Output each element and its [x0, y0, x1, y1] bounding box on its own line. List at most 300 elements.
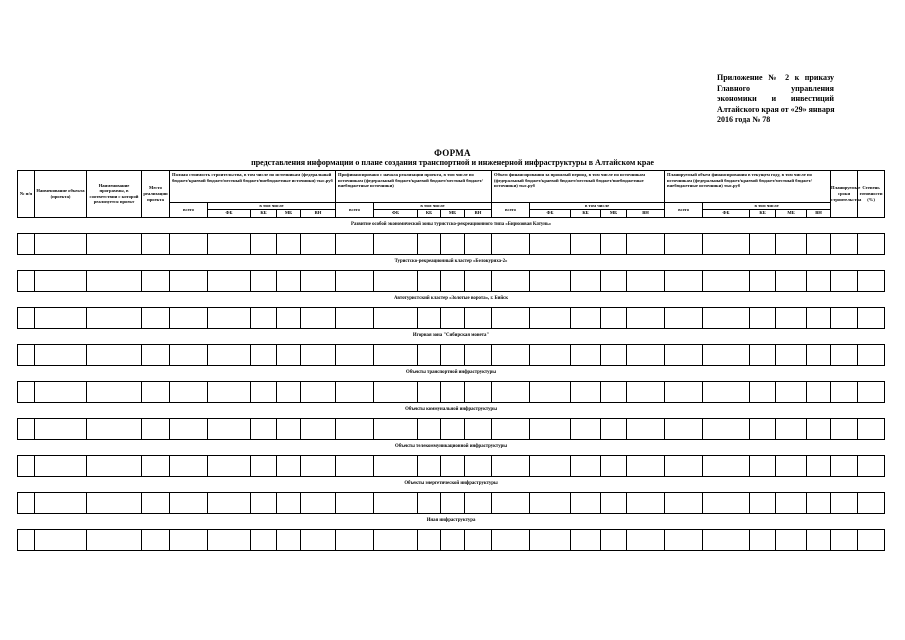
table-cell[interactable]: [441, 529, 465, 550]
table-cell[interactable]: [208, 418, 251, 439]
table-cell[interactable]: [571, 418, 601, 439]
header-completion-year: Планируемые сроки строительства: [831, 171, 858, 218]
table-cell[interactable]: [374, 492, 418, 513]
header-budget-source: МБ: [776, 209, 807, 217]
section-row: [18, 328, 885, 344]
table-cell[interactable]: [776, 492, 807, 513]
header-readiness: Степень готовности (%): [858, 171, 885, 218]
table-cell[interactable]: [665, 307, 703, 328]
table-cell[interactable]: [441, 307, 465, 328]
table-cell[interactable]: [18, 492, 35, 513]
table-cell[interactable]: [336, 492, 374, 513]
table-cell[interactable]: [807, 381, 831, 402]
table-cell[interactable]: [35, 233, 87, 254]
appendix-line: 2016 года № 78: [717, 115, 771, 124]
table-cell[interactable]: [277, 381, 301, 402]
header-budget-source: МБ: [601, 209, 627, 217]
table-cell[interactable]: [807, 492, 831, 513]
table-cell[interactable]: [374, 233, 418, 254]
table-cell[interactable]: [208, 307, 251, 328]
table-cell[interactable]: [18, 233, 35, 254]
table-cell[interactable]: [170, 455, 208, 476]
table-cell[interactable]: [170, 418, 208, 439]
table-cell[interactable]: [441, 455, 465, 476]
header-including: в том числе: [208, 203, 336, 210]
table-cell[interactable]: [492, 529, 530, 550]
table-cell[interactable]: [627, 270, 665, 291]
table-cell[interactable]: [750, 418, 776, 439]
table-cell[interactable]: [18, 270, 35, 291]
header-total: всего: [170, 203, 208, 218]
table-cell[interactable]: [831, 492, 858, 513]
header-budget-source: ВН: [465, 209, 492, 217]
table-cell[interactable]: [142, 529, 170, 550]
header-budget-source: ФБ: [703, 209, 750, 217]
table-cell[interactable]: [277, 492, 301, 513]
table-cell[interactable]: [750, 270, 776, 291]
header-object-name: Наименование объекта (проекта): [35, 171, 87, 218]
table-cell[interactable]: [750, 529, 776, 550]
table-cell[interactable]: [441, 418, 465, 439]
table-cell[interactable]: [142, 492, 170, 513]
table-cell[interactable]: [336, 344, 374, 365]
section-row: [18, 254, 885, 270]
table-cell[interactable]: [807, 529, 831, 550]
table-cell[interactable]: [776, 233, 807, 254]
table-cell[interactable]: [665, 381, 703, 402]
table-cell[interactable]: [530, 233, 571, 254]
table-cell[interactable]: [831, 233, 858, 254]
table-cell[interactable]: [492, 233, 530, 254]
section-title: Игорная зона "Сибирская монета": [18, 328, 885, 344]
table-cell[interactable]: [858, 492, 885, 513]
table-cell[interactable]: [418, 344, 441, 365]
table-row: [18, 307, 885, 328]
table-cell[interactable]: [35, 529, 87, 550]
table-cell[interactable]: [627, 344, 665, 365]
table-cell[interactable]: [87, 381, 142, 402]
table-cell[interactable]: [530, 307, 571, 328]
table-cell[interactable]: [571, 344, 601, 365]
table-cell[interactable]: [336, 270, 374, 291]
table-cell[interactable]: [87, 344, 142, 365]
table-cell[interactable]: [142, 455, 170, 476]
table-cell[interactable]: [665, 270, 703, 291]
table-cell[interactable]: [665, 492, 703, 513]
table-cell[interactable]: [858, 233, 885, 254]
table-cell[interactable]: [18, 307, 35, 328]
table-cell[interactable]: [441, 492, 465, 513]
table-cell[interactable]: [750, 455, 776, 476]
table-cell[interactable]: [703, 529, 750, 550]
table-cell[interactable]: [492, 307, 530, 328]
table-cell[interactable]: [703, 344, 750, 365]
section-row: [18, 476, 885, 492]
table-cell[interactable]: [251, 381, 277, 402]
table-cell[interactable]: [601, 418, 627, 439]
appendix-line: Главного управления: [717, 83, 834, 93]
header-including: в том числе: [374, 203, 492, 210]
table-cell[interactable]: [750, 381, 776, 402]
table-cell[interactable]: [208, 492, 251, 513]
table-cell[interactable]: [776, 455, 807, 476]
table-cell[interactable]: [142, 270, 170, 291]
table-cell[interactable]: [374, 418, 418, 439]
table-cell[interactable]: [441, 381, 465, 402]
table-cell[interactable]: [301, 233, 336, 254]
table-cell[interactable]: [277, 455, 301, 476]
table-cell[interactable]: [703, 233, 750, 254]
table-cell[interactable]: [418, 418, 441, 439]
table-cell[interactable]: [530, 418, 571, 439]
section-row: [18, 217, 885, 233]
table-cell[interactable]: [170, 307, 208, 328]
table-cell[interactable]: [336, 307, 374, 328]
table-cell[interactable]: [336, 233, 374, 254]
table-cell[interactable]: [18, 455, 35, 476]
table-cell[interactable]: [703, 492, 750, 513]
table-row: [18, 418, 885, 439]
table-cell[interactable]: [571, 492, 601, 513]
section-row: [18, 291, 885, 307]
table-cell[interactable]: [530, 381, 571, 402]
table-cell[interactable]: [750, 233, 776, 254]
table-cell[interactable]: [374, 529, 418, 550]
table-cell[interactable]: [170, 233, 208, 254]
header-including: в том числе: [703, 203, 831, 210]
table-cell[interactable]: [601, 529, 627, 550]
header-past-period: Объем финансирования за прошлый период, в том числе по источникам (федеральный бюджет/краевой бюджет/местный бюджет/внебюджетные источники) тыс.руб: [492, 171, 665, 203]
table-cell[interactable]: [277, 418, 301, 439]
table-cell[interactable]: [831, 418, 858, 439]
header-budget-source: КБ: [251, 209, 277, 217]
table-cell[interactable]: [374, 344, 418, 365]
table-cell[interactable]: [858, 270, 885, 291]
table-cell[interactable]: [571, 381, 601, 402]
table-cell[interactable]: [301, 455, 336, 476]
table-cell[interactable]: [301, 529, 336, 550]
table-cell[interactable]: [858, 307, 885, 328]
table-cell[interactable]: [858, 344, 885, 365]
appendix-line: Алтайского края от «29» января: [717, 104, 835, 114]
section-title: Туристско-рекреационный кластер «Белокуриха-2»: [18, 254, 885, 270]
table-cell[interactable]: [208, 455, 251, 476]
section-row: [18, 439, 885, 455]
table-cell[interactable]: [831, 307, 858, 328]
table-cell[interactable]: [627, 455, 665, 476]
report-table: [17, 170, 885, 551]
table-cell[interactable]: [142, 344, 170, 365]
table-cell[interactable]: [142, 307, 170, 328]
table-cell[interactable]: [441, 344, 465, 365]
table-cell[interactable]: [170, 529, 208, 550]
table-cell[interactable]: [858, 418, 885, 439]
table-cell[interactable]: [251, 418, 277, 439]
table-cell[interactable]: [35, 418, 87, 439]
header-budget-source: ВН: [627, 209, 665, 217]
header-budget-source: КБ: [571, 209, 601, 217]
table-cell[interactable]: [703, 418, 750, 439]
table-cell[interactable]: [627, 233, 665, 254]
table-cell[interactable]: [571, 270, 601, 291]
table-row: [18, 233, 885, 254]
table-row: [18, 492, 885, 513]
table-cell[interactable]: [465, 418, 492, 439]
table-cell[interactable]: [18, 344, 35, 365]
table-cell[interactable]: [750, 492, 776, 513]
table-cell[interactable]: [627, 381, 665, 402]
table-cell[interactable]: [665, 455, 703, 476]
table-cell[interactable]: [35, 492, 87, 513]
table-cell[interactable]: [465, 344, 492, 365]
header-budget-source: ФБ: [530, 209, 571, 217]
table-cell[interactable]: [208, 344, 251, 365]
table-cell[interactable]: [87, 307, 142, 328]
table-cell[interactable]: [807, 455, 831, 476]
appendix-line: Приложение № 2 к приказу: [717, 73, 834, 82]
table-cell[interactable]: [776, 418, 807, 439]
table-cell[interactable]: [336, 418, 374, 439]
section-title: Объекты телекоммуникационной инфраструктуры: [18, 439, 885, 455]
table-cell[interactable]: [776, 344, 807, 365]
table-cell[interactable]: [277, 233, 301, 254]
table-cell[interactable]: [208, 233, 251, 254]
table-cell[interactable]: [208, 529, 251, 550]
table-cell[interactable]: [858, 529, 885, 550]
table-cell[interactable]: [374, 455, 418, 476]
table-cell[interactable]: [251, 307, 277, 328]
table-cell[interactable]: [703, 381, 750, 402]
table-cell[interactable]: [530, 344, 571, 365]
table-cell[interactable]: [571, 307, 601, 328]
table-cell[interactable]: [301, 492, 336, 513]
table-cell[interactable]: [665, 344, 703, 365]
header-total: всего: [336, 203, 374, 218]
table-cell[interactable]: [336, 455, 374, 476]
table-cell[interactable]: [251, 492, 277, 513]
table-cell[interactable]: [601, 270, 627, 291]
table-cell[interactable]: [170, 381, 208, 402]
table-cell[interactable]: [601, 381, 627, 402]
table-cell[interactable]: [750, 307, 776, 328]
table-cell[interactable]: [251, 344, 277, 365]
section-row: [18, 513, 885, 529]
table-cell[interactable]: [627, 529, 665, 550]
table-cell[interactable]: [142, 233, 170, 254]
table-cell[interactable]: [776, 529, 807, 550]
table-cell[interactable]: [87, 455, 142, 476]
table-cell[interactable]: [142, 381, 170, 402]
table-cell[interactable]: [35, 344, 87, 365]
header-total: всего: [665, 203, 703, 218]
table-cell[interactable]: [35, 381, 87, 402]
table-cell[interactable]: [441, 270, 465, 291]
table-cell[interactable]: [776, 270, 807, 291]
header-total-cost: Полная стоимость строительства, в том числе по источникам (федеральный бюджет/краевой бюджет/местный бюджет/внебюджетные источники) тыс.руб: [170, 171, 336, 203]
table-cell[interactable]: [208, 270, 251, 291]
table-cell[interactable]: [530, 270, 571, 291]
table-cell[interactable]: [465, 455, 492, 476]
table-cell[interactable]: [418, 307, 441, 328]
table-cell[interactable]: [301, 270, 336, 291]
table-cell[interactable]: [807, 233, 831, 254]
table-cell[interactable]: [87, 233, 142, 254]
table-cell[interactable]: [665, 418, 703, 439]
table-row: [18, 270, 885, 291]
section-title: Иная инфраструктура: [18, 513, 885, 529]
table-cell[interactable]: [831, 455, 858, 476]
table-cell[interactable]: [807, 418, 831, 439]
table-cell[interactable]: [703, 455, 750, 476]
table-cell[interactable]: [492, 381, 530, 402]
table-cell[interactable]: [807, 270, 831, 291]
table-cell[interactable]: [301, 344, 336, 365]
table-cell[interactable]: [601, 492, 627, 513]
table-cell[interactable]: [336, 529, 374, 550]
header-including: в том числе: [530, 203, 665, 210]
table-cell[interactable]: [492, 455, 530, 476]
header-budget-source: КБ: [750, 209, 776, 217]
table-cell[interactable]: [492, 492, 530, 513]
table-cell[interactable]: [374, 307, 418, 328]
table-row: [18, 529, 885, 550]
header-budget-source: ВН: [807, 209, 831, 217]
table-cell[interactable]: [665, 233, 703, 254]
header-budget-source: КБ: [418, 209, 441, 217]
table-cell[interactable]: [374, 381, 418, 402]
table-cell[interactable]: [87, 492, 142, 513]
header-num: № п/п: [18, 171, 35, 218]
table-cell[interactable]: [601, 307, 627, 328]
header-program: Наименование программы, в соответствии с которой реализуется проект: [87, 171, 142, 218]
table-cell[interactable]: [627, 307, 665, 328]
table-cell[interactable]: [87, 529, 142, 550]
table-cell[interactable]: [703, 270, 750, 291]
header-prior-financing: Профинансировано с начала реализации проекта, в том числе по источникам (федеральный бюджет/краевой бюджет/местный бюджет/внебюджетные источники): [336, 171, 492, 203]
table-cell[interactable]: [465, 270, 492, 291]
table-cell[interactable]: [35, 455, 87, 476]
section-title: Автотуристский кластер «Золотые ворота», г. Бийск: [18, 291, 885, 307]
table-cell[interactable]: [601, 455, 627, 476]
header-budget-source: ФБ: [374, 209, 418, 217]
table-cell[interactable]: [170, 492, 208, 513]
table-cell[interactable]: [251, 529, 277, 550]
table-cell[interactable]: [251, 233, 277, 254]
table-cell[interactable]: [301, 418, 336, 439]
table-cell[interactable]: [530, 492, 571, 513]
table-cell[interactable]: [492, 270, 530, 291]
table-cell[interactable]: [858, 381, 885, 402]
table-cell[interactable]: [627, 492, 665, 513]
table-cell[interactable]: [277, 270, 301, 291]
table-cell[interactable]: [571, 455, 601, 476]
section-title: Объекты транспортной инфраструктуры: [18, 365, 885, 381]
appendix-line: экономики и инвестиций: [717, 94, 834, 103]
table-cell[interactable]: [87, 270, 142, 291]
section-title: Объекты энергетической инфраструктуры: [18, 476, 885, 492]
table-cell[interactable]: [208, 381, 251, 402]
table-cell[interactable]: [465, 529, 492, 550]
table-cell[interactable]: [831, 529, 858, 550]
table-row: [18, 381, 885, 402]
table-cell[interactable]: [18, 529, 35, 550]
table-cell[interactable]: [418, 270, 441, 291]
table-cell[interactable]: [251, 455, 277, 476]
table-cell[interactable]: [418, 455, 441, 476]
table-cell[interactable]: [35, 307, 87, 328]
table-cell[interactable]: [18, 418, 35, 439]
section-row: [18, 365, 885, 381]
table-cell[interactable]: [807, 344, 831, 365]
table-cell[interactable]: [601, 233, 627, 254]
header-current-year: Планируемый объем финансирования в текущем году, в том числе по источникам (федеральный бюджет/краевой бюджет/местный бюджет/внебюджетные источники) тыс.руб: [665, 171, 831, 203]
table-cell[interactable]: [776, 307, 807, 328]
header-budget-source: МБ: [277, 209, 301, 217]
table-cell[interactable]: [418, 492, 441, 513]
table-cell[interactable]: [251, 270, 277, 291]
header-budget-source: МБ: [441, 209, 465, 217]
table-cell[interactable]: [703, 307, 750, 328]
table-cell[interactable]: [441, 233, 465, 254]
table-cell[interactable]: [530, 529, 571, 550]
table-cell[interactable]: [277, 529, 301, 550]
table-cell[interactable]: [627, 418, 665, 439]
table-cell[interactable]: [465, 492, 492, 513]
table-cell[interactable]: [336, 381, 374, 402]
table-cell[interactable]: [807, 307, 831, 328]
table-row: [18, 455, 885, 476]
table-cell[interactable]: [277, 344, 301, 365]
section-title: Объекты коммунальной инфраструктуры: [18, 402, 885, 418]
table-cell[interactable]: [465, 233, 492, 254]
table-cell[interactable]: [418, 233, 441, 254]
form-title: ФОРМА: [434, 148, 471, 158]
table-cell[interactable]: [142, 418, 170, 439]
table-cell[interactable]: [601, 344, 627, 365]
table-cell[interactable]: [374, 270, 418, 291]
header-total: всего: [492, 203, 530, 218]
table-cell[interactable]: [87, 418, 142, 439]
table-cell[interactable]: [831, 381, 858, 402]
table-cell[interactable]: [776, 381, 807, 402]
table-cell[interactable]: [170, 344, 208, 365]
table-cell[interactable]: [170, 270, 208, 291]
table-cell[interactable]: [831, 270, 858, 291]
table-cell[interactable]: [301, 307, 336, 328]
table-cell[interactable]: [418, 381, 441, 402]
table-cell[interactable]: [301, 381, 336, 402]
table-cell[interactable]: [831, 344, 858, 365]
table-cell[interactable]: [858, 455, 885, 476]
table-cell[interactable]: [18, 381, 35, 402]
table-cell[interactable]: [418, 529, 441, 550]
table-cell[interactable]: [492, 418, 530, 439]
table-cell[interactable]: [750, 344, 776, 365]
table-cell[interactable]: [571, 529, 601, 550]
header-place: Место реализации проекта: [142, 171, 170, 218]
section-title: Развитие особой экономической зоны туристско-рекреационного типа «Бирюзовая Катунь»: [18, 217, 885, 233]
table-cell[interactable]: [492, 344, 530, 365]
table-cell[interactable]: [571, 233, 601, 254]
table-cell[interactable]: [277, 307, 301, 328]
table-cell[interactable]: [465, 307, 492, 328]
table-cell[interactable]: [465, 381, 492, 402]
table-cell[interactable]: [665, 529, 703, 550]
header-budget-source: ФБ: [208, 209, 251, 217]
table-cell[interactable]: [530, 455, 571, 476]
form-subtitle: представления информации о плане создания транспортной и инженерной инфраструктуры в Алтайском крае: [251, 158, 654, 167]
table-cell[interactable]: [35, 270, 87, 291]
